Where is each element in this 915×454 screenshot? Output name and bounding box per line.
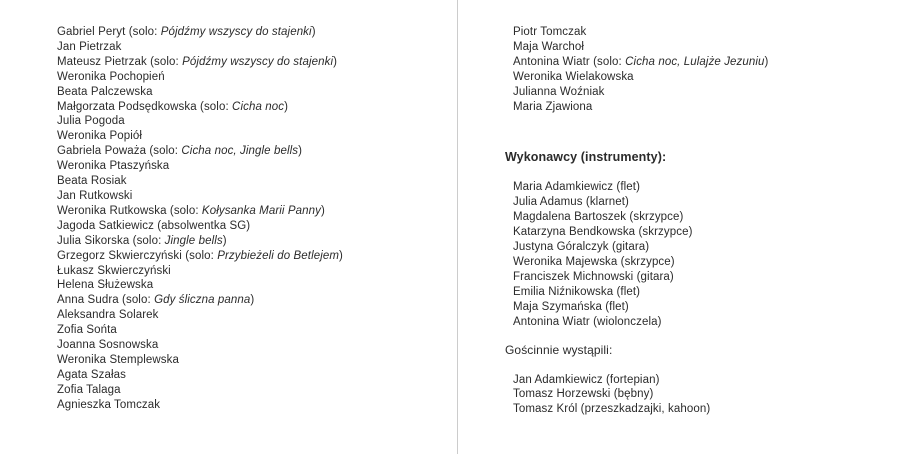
solo-song-title: Pójdźmy wszyscy do stajenki: [182, 55, 334, 68]
performer-text: Beata Rosiak: [57, 175, 127, 188]
performer-text: Jan Pietrzak: [57, 40, 122, 53]
performer-row: [505, 25, 905, 40]
performer-text: ): [321, 204, 325, 217]
performer-text: ): [284, 100, 289, 113]
performer-text: Weronika Stemplewska: [57, 353, 179, 366]
performer-text: Piotr Tomczak: [513, 26, 587, 38]
instrumentalist-row: [505, 255, 905, 270]
solo-song-title: Gdy śliczna panna: [154, 294, 251, 307]
performer-row: [57, 25, 447, 40]
performer-row: [57, 308, 447, 323]
instrumentalist-row: [505, 270, 905, 285]
instrumentalist-row: [505, 195, 905, 210]
performer-text: Maja Warchoł: [513, 40, 585, 53]
instrumentalist-row: [505, 285, 905, 300]
performer-text: ): [311, 26, 316, 38]
performer-text: Małgorzata Podsędkowska (solo:: [57, 100, 233, 113]
performer-text: Beata Palczewska: [57, 85, 153, 98]
performer-text: ): [339, 249, 343, 262]
performer-text: Anna Sudra (solo:: [57, 294, 155, 307]
performer-text: Łukasz Skwierczyński: [57, 264, 171, 277]
guests-section-heading: Gościnnie wystąpili:: [505, 342, 613, 357]
performer-row: [57, 129, 447, 144]
performer-text: Gabriela Poważa (solo:: [57, 145, 182, 158]
performer-row: [57, 368, 447, 383]
performer-row: [57, 249, 447, 264]
performer-row: [505, 55, 905, 70]
instrumentalist-row: [505, 225, 905, 240]
performer-row: [57, 338, 447, 353]
performer-text: Emilia Niźnikowska (flet): [513, 285, 641, 298]
performer-row: [57, 204, 447, 219]
performer-text: Weronika Popiół: [57, 130, 143, 143]
performer-row: [57, 85, 447, 100]
performer-row: [57, 40, 447, 55]
performer-text: Weronika Pochopień: [57, 70, 165, 83]
performer-row: [57, 293, 447, 308]
performer-text: Antonina Wiatr (solo:: [513, 55, 626, 68]
instrumentalists-section-heading: Wykonawcy (instrumenty):: [505, 150, 667, 165]
vocalists-list-left: [57, 25, 447, 413]
performer-text: Antonina Wiatr (wiolonczela): [513, 315, 662, 328]
performer-text: Zofia Talaga: [57, 383, 121, 396]
performer-text: ): [764, 55, 769, 68]
performer-text: Agnieszka Tomczak: [57, 398, 161, 411]
left-page-column: [57, 25, 447, 413]
performer-text: Jagoda Satkiewicz (absolwentka SG): [57, 219, 251, 232]
performer-text: Helena Służewska: [57, 279, 154, 292]
instrumentalist-row: [505, 315, 905, 330]
performer-row: [57, 278, 447, 293]
performer-row: [57, 189, 447, 204]
performer-text: Julia Pogoda: [57, 115, 125, 128]
instrumentalists-list: [505, 180, 905, 329]
performer-text: Jan Adamkiewicz (fortepian): [513, 373, 660, 386]
instrumentalist-row: [505, 180, 905, 195]
performer-text: Tomasz Król (przeszkadzajki, kahoon): [513, 403, 711, 416]
performer-text: Maria Adamkiewicz (flet): [513, 181, 641, 194]
performer-row: [57, 398, 447, 413]
instrumentalist-row: [505, 300, 905, 315]
performer-text: Franciszek Michnowski (gitara): [513, 270, 674, 283]
performer-row: [57, 323, 447, 338]
performer-text: Jan Rutkowski: [57, 189, 133, 202]
performer-row: [57, 55, 447, 70]
performer-row: [57, 174, 447, 189]
instrumentalist-row: [505, 210, 905, 225]
solo-song-title: Cicha noc, Lulajże Jezuniu: [625, 55, 765, 68]
solo-song-title: Cicha noc: [232, 100, 285, 113]
performer-text: Aleksandra Solarek: [57, 309, 159, 322]
guests-list: [505, 373, 905, 418]
performer-text: ): [222, 234, 227, 247]
performer-row: [505, 100, 905, 115]
performer-text: Gabriel Peryt (solo:: [57, 26, 161, 38]
performer-text: Julia Adamus (klarnet): [513, 196, 629, 209]
performer-text: Tomasz Horzewski (bębny): [513, 388, 654, 401]
solo-song-title: Przybieżeli do Betlejem: [217, 249, 340, 262]
performer-row: [57, 70, 447, 85]
performer-text: Joanna Sosnowska: [57, 339, 159, 352]
performer-row: [505, 70, 905, 85]
performer-text: Julianna Woźniak: [513, 85, 605, 98]
performer-text: Maja Szymańska (flet): [513, 300, 629, 313]
performer-row: [505, 85, 905, 100]
right-page-column: [505, 25, 905, 417]
guest-performer-row: [505, 373, 905, 388]
performer-row: [57, 234, 447, 249]
performer-row: [505, 40, 905, 55]
performer-text: ): [298, 145, 303, 158]
performer-row: [57, 383, 447, 398]
solo-song-title: Pójdźmy wszyscy do stajenki: [160, 26, 312, 38]
performer-row: [57, 219, 447, 234]
performer-text: Zofia Sońta: [57, 324, 117, 337]
vocalists-list-right: [505, 25, 905, 114]
performer-text: Weronika Wielakowska: [513, 70, 634, 83]
solo-song-title: Kołysanka Marii Panny: [201, 204, 321, 217]
guest-performer-row: [505, 402, 905, 417]
performer-text: Weronika Rutkowska (solo:: [57, 204, 202, 217]
performer-text: ): [333, 55, 338, 68]
instrumentalist-row: [505, 240, 905, 255]
solo-song-title: Cicha noc, Jingle bells: [181, 145, 299, 158]
performer-row: [57, 144, 447, 159]
performer-text: Weronika Majewska (skrzypce): [513, 255, 675, 268]
performer-row: [57, 353, 447, 368]
performer-text: Mateusz Pietrzak (solo:: [57, 55, 183, 68]
performer-text: Magdalena Bartoszek (skrzypce): [513, 211, 684, 224]
performer-text: ): [250, 294, 255, 307]
performer-row: [57, 114, 447, 129]
performer-row: [57, 264, 447, 279]
performer-text: Julia Sikorska (solo:: [57, 234, 165, 247]
performer-row: [57, 100, 447, 115]
performer-text: Grzegorz Skwierczyński (solo:: [57, 249, 218, 262]
performer-text: Weronika Ptaszyńska: [57, 160, 170, 173]
performer-text: Maria Zjawiona: [513, 100, 593, 113]
performer-text: Justyna Góralczyk (gitara): [513, 241, 650, 254]
performer-text: Agata Szałas: [57, 368, 126, 381]
solo-song-title: Jingle bells: [164, 234, 223, 247]
guest-performer-row: [505, 387, 905, 402]
performer-text: Katarzyna Bendkowska (skrzypce): [513, 226, 693, 239]
page-spread-divider: [457, 0, 458, 454]
performer-row: [57, 159, 447, 174]
